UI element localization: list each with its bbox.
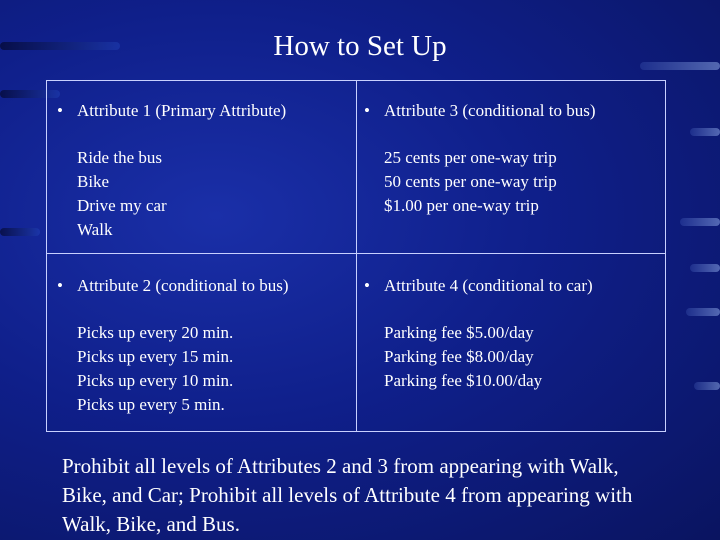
attribute-2-levels — [47, 321, 356, 417]
attribute-3-name: Attribute 3 (conditional to bus) — [384, 101, 596, 120]
attribute-4-heading — [354, 274, 665, 298]
slide-title: How to Set Up — [273, 30, 447, 62]
attributes-table — [46, 80, 666, 432]
attribute-level: Walk — [77, 220, 113, 239]
attribute-level: Parking fee $8.00/day — [384, 347, 534, 366]
attribute-3-cell — [354, 99, 665, 218]
attribute-2-cell — [47, 274, 356, 417]
attribute-1-name: Attribute 1 (Primary Attribute) — [77, 101, 287, 120]
attribute-3-heading — [354, 99, 665, 123]
attribute-level: Picks up every 20 min. — [77, 323, 234, 342]
background-stripe — [686, 308, 720, 316]
background-stripe — [680, 218, 720, 226]
attribute-level: Parking fee $10.00/day — [384, 371, 543, 390]
background-stripe — [0, 228, 40, 236]
attribute-level: Bike — [77, 172, 110, 191]
attribute-4-name: Attribute 4 (conditional to car) — [384, 276, 593, 295]
attribute-level: Drive my car — [77, 196, 167, 215]
attribute-2-heading — [47, 274, 356, 298]
attribute-1-levels — [47, 146, 356, 242]
attribute-level: Parking fee $5.00/day — [384, 323, 534, 342]
attribute-1-heading — [47, 99, 356, 123]
attribute-3-levels — [354, 146, 665, 218]
attribute-level: Picks up every 15 min. — [77, 347, 234, 366]
table-divider-horizontal — [47, 253, 665, 254]
attribute-level: Ride the bus — [77, 148, 162, 167]
attribute-4-cell — [354, 274, 665, 393]
attribute-level: Picks up every 5 min. — [77, 395, 225, 414]
bullet-icon: • — [364, 101, 370, 120]
prohibition-note: Prohibit all levels of Attributes 2 and 3 from appearing with Walk, Bike, and Car; Prohibit all levels of Attribute 4 from appearing with Walk, Bike, and Bus. — [62, 454, 633, 536]
attribute-2-name: Attribute 2 (conditional to bus) — [77, 276, 289, 295]
attribute-4-levels — [354, 321, 665, 393]
attribute-level: 50 cents per one-way trip — [384, 172, 557, 191]
background-stripe — [694, 382, 720, 390]
attribute-1-cell — [47, 99, 356, 242]
background-stripe — [640, 62, 720, 70]
bullet-icon: • — [57, 276, 63, 295]
background-stripe — [690, 128, 720, 136]
attribute-level: 25 cents per one-way trip — [384, 148, 557, 167]
attribute-level: $1.00 per one-way trip — [384, 196, 539, 215]
bullet-icon: • — [364, 276, 370, 295]
attribute-level: Picks up every 10 min. — [77, 371, 234, 390]
background-stripe — [690, 264, 720, 272]
bullet-icon: • — [57, 101, 63, 120]
